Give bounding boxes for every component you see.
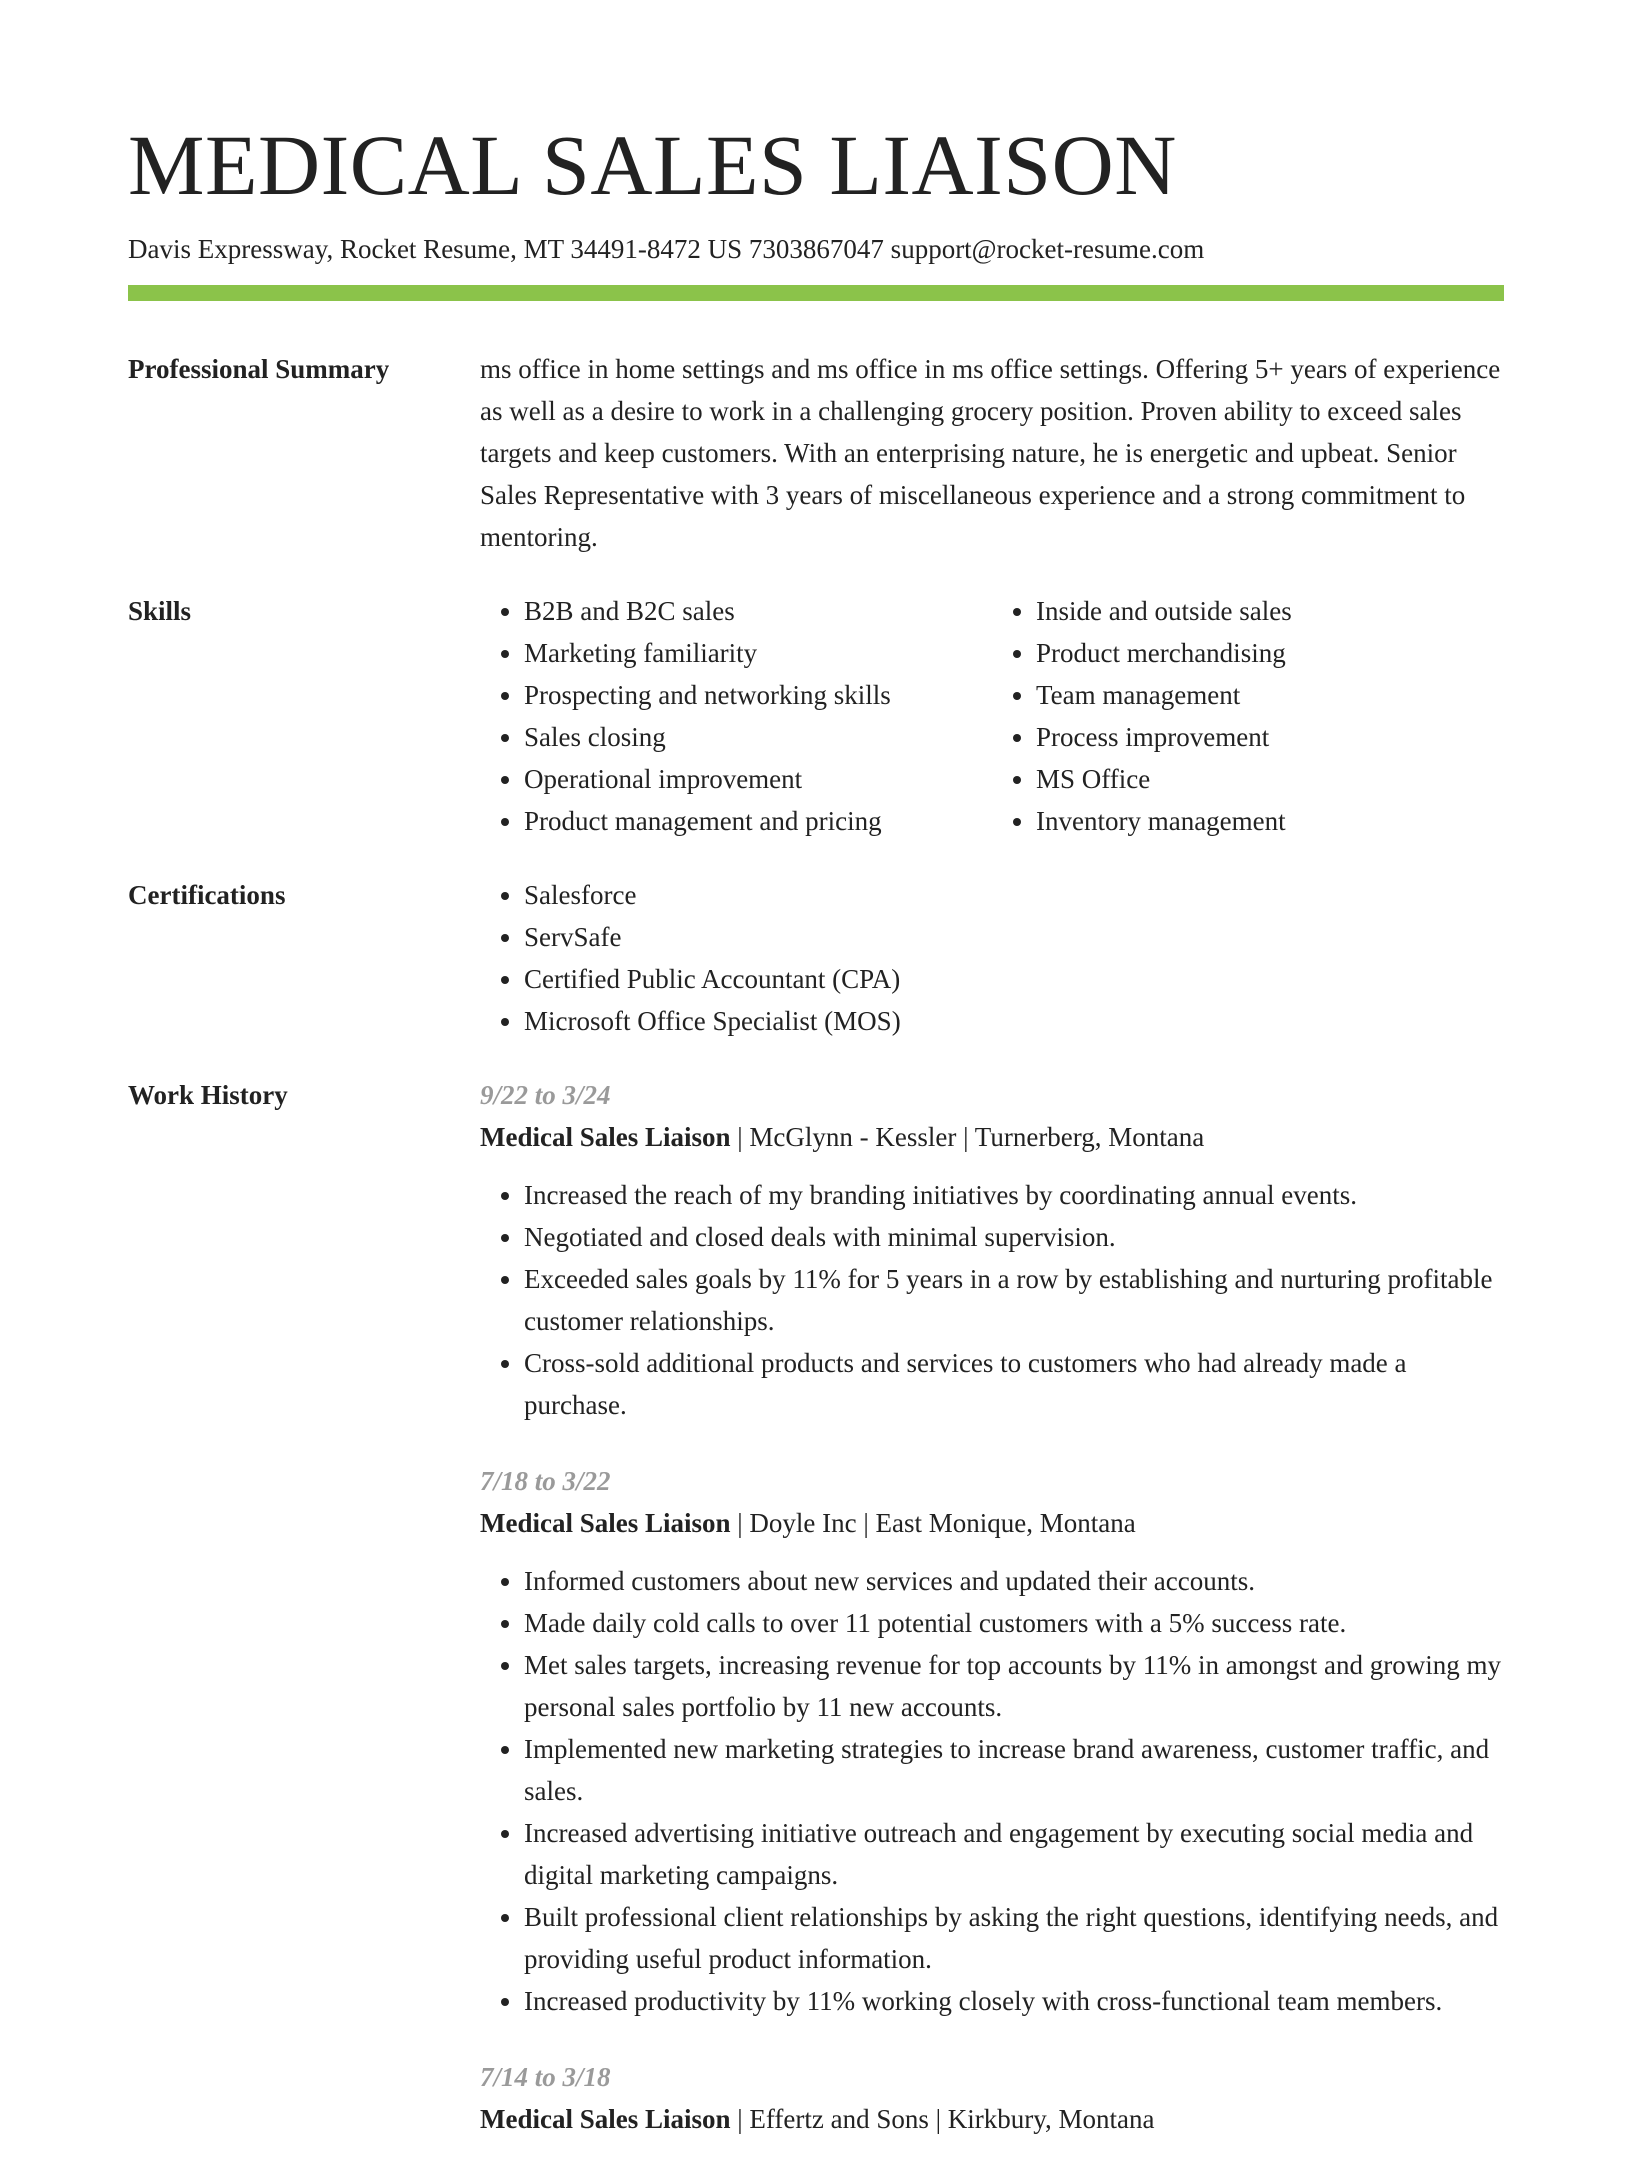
skill-item: • Prospecting and networking skills [524,674,992,716]
skill-item: • Marketing familiarity [524,632,992,674]
job-bullet: • Negotiated and closed deals with minimal supervision. [524,1216,1504,1258]
skill-item: • Inside and outside sales [1036,590,1504,632]
job-entry [480,1460,1504,2022]
job-details: | Doyle Inc | East Monique, Montana [730,1508,1136,1538]
summary-text: ms office in home settings and ms office in ms office settings. Offering 5+ years of experience as well as a desire to work in a challenging grocery position. Proven ability to exceed sales targets and keep customers. With an enterprising nature, he is energetic and upbeat. Senior Sales Representative with 3 years of miscellaneous experience and a strong commitment to mentoring. [480,354,1501,552]
skill-item: • Inventory management [1036,800,1504,842]
job-bullet: • Exceeded sales goals by 11% for 5 years in a row by establishing and nurturing profitable customer relationships. [524,1258,1504,1342]
job-dates: 7/18 to 3/22 [480,1466,611,1496]
job-bullet: • Implemented new marketing strategies to increase brand awareness, customer traffic, and sales. [524,1728,1504,1812]
job-title: Medical Sales Liaison [480,1122,731,1152]
job-bullets [480,1560,1504,2022]
job-bullet: • Built professional client relationships by asking the right questions, identifying needs, and providing useful product information. [524,1896,1504,1980]
summary-heading: Professional Summary [128,354,390,384]
skills-list-right [992,590,1504,842]
skill-item: • Product merchandising [1036,632,1504,674]
certification-item: • Salesforce [524,874,1504,916]
job-header [480,1116,1504,1158]
job-title: Medical Sales Liaison [480,1508,731,1538]
job-dates: 7/14 to 3/18 [480,2062,611,2092]
summary-body [480,348,1504,558]
skill-item: • Sales closing [524,716,992,758]
certification-item: • ServSafe [524,916,1504,958]
job-bullet: • Made daily cold calls to over 11 potential customers with a 5% success rate. [524,1602,1504,1644]
job-bullet: • Increased advertising initiative outreach and engagement by executing social media and digital marketing campaigns. [524,1812,1504,1896]
job-bullet: • Increased productivity by 11% working closely with cross-functional team members. [524,1980,1504,2022]
skill-item: • B2B and B2C sales [524,590,992,632]
job-dates: 9/22 to 3/24 [480,1080,611,1110]
job-header [480,1502,1504,1544]
job-details: | McGlynn - Kessler | Turnerberg, Montana [730,1122,1205,1152]
skill-item: • Process improvement [1036,716,1504,758]
job-bullet: • Increased the reach of my branding initiatives by coordinating annual events. [524,1174,1504,1216]
job-header [480,2098,1504,2140]
skill-item: • Team management [1036,674,1504,716]
work-history-body [480,1074,1504,2174]
job-bullet: • Informed customers about new services and updated their accounts. [524,1560,1504,1602]
header-divider [128,285,1504,301]
skills-body [480,590,1504,842]
job-details: | Effertz and Sons | Kirkbury, Montana [730,2104,1155,2134]
certifications-body [480,874,1504,1042]
certification-item: • Certified Public Accountant (CPA) [524,958,1504,1000]
job-entry [480,2056,1504,2140]
certification-item: • Microsoft Office Specialist (MOS) [524,1000,1504,1042]
contact-line: Davis Expressway, Rocket Resume, MT 34491-8472 US 7303867047 support@rocket-resume.com [128,234,1205,264]
resume-title: MEDICAL SALES LIAISON [128,117,1177,213]
work-history-heading: Work History [128,1080,288,1110]
skill-item: • Operational improvement [524,758,992,800]
job-bullets [480,1174,1504,1426]
job-bullet: • Cross-sold additional products and services to customers who had already made a purchase. [524,1342,1504,1426]
skills-list-left [480,590,992,842]
certifications-heading: Certifications [128,880,286,910]
job-title: Medical Sales Liaison [480,2104,731,2134]
skill-item: • Product management and pricing [524,800,992,842]
skills-heading: Skills [128,596,192,626]
skill-item: • MS Office [1036,758,1504,800]
job-bullet: • Met sales targets, increasing revenue for top accounts by 11% in amongst and growing my personal sales portfolio by 11 new accounts. [524,1644,1504,1728]
certifications-list [480,874,1504,1042]
job-entry [480,1074,1504,1426]
